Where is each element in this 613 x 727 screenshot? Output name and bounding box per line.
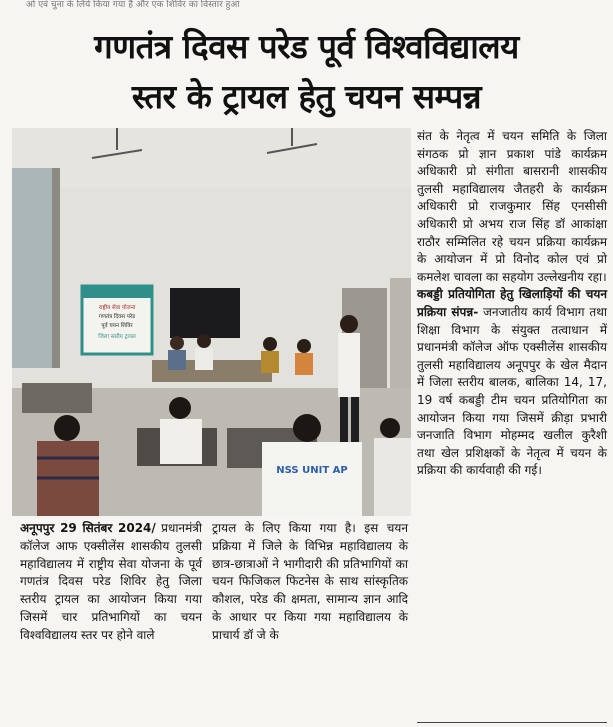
bottom-left-text: प्रधानमंत्री कॉलेज आफ एक्सीलेंस शासकीय तुलसी महाविद्यालय में राष्ट्रीय सेवा योजना के पूर्व गणतंत्र दिवस परेड शिविर हेतु जिला स्तरीय ट्रायल का आयोजन किया गया जिसमें चार प्रतिभागियों का चयन विश्वविद्यालय स्तर पर होने वाले	[20, 521, 203, 642]
top-strip-text: ओ एवं चुना के लिये किया गया है और एक शिविर का विस्तार हुआ	[26, 0, 240, 10]
banner-line-1: राष्ट्रीय सेवा योजना	[98, 305, 136, 311]
bottom-middle-column	[212, 520, 408, 645]
right-column-para-2: जनजातीय कार्य विभाग तथा शिक्षा विभाग के संयुक्त तत्वाधान में प्रधानमंत्री कॉलेज ऑफ एक्सीलेंस शासकीय तुलसी महाविद्यालय अनूपपुर के खेल मैदान में जिला स्तरीय बालक, बालिका 14, 17, 19 वर्ष कबड्डी टीम चयन प्रतियोगिता का आयोजन किया गया जिसमें क्रीड़ा प्रभारी जनजाति विभाग मोहम्मद खलील कुरैशी तथा खेल प्रशिक्षकों के नेतृत्व में चयन के प्रक्रिया की कार्यवाही की गई।	[417, 304, 607, 478]
headline	[0, 22, 613, 122]
news-photo	[12, 128, 411, 516]
right-column	[417, 128, 607, 480]
dateline: अनूपपुर 29 सितंबर 2024/	[20, 521, 156, 535]
banner-line-3: पूर्व चयन शिविर	[101, 323, 133, 329]
tshirt-text: NSS UNIT AP	[276, 465, 348, 476]
headline-line-2: स्तर के ट्रायल हेतु चयन सम्पन्न	[131, 77, 482, 116]
banner-line-4: जिला स्तरीय ट्रायल	[98, 334, 136, 340]
banner-line-2: गणतंत्र दिवस परेड	[98, 314, 136, 320]
photo-illustration	[12, 128, 411, 516]
bottom-left-column	[20, 520, 202, 645]
kabaddi-subhead: कबड्डी प्रतियोगिता हेतु खिलाड़ियों की चयन प्रक्रिया संपन्न-	[417, 287, 607, 319]
right-column-para-1: संत के नेतृत्व में चयन समिति के जिला संगठक प्रो ज्ञान प्रकाश पांडे कार्यक्रम अधिकारी प्रो संगीता बासरानी शासकीय तुलसी महाविद्यालय जैतहरी के कार्यक्रम अधिकारी प्रो राजकुमार सिंह एनसीसी अधिकारी प्रो अभय राज सिंह डॉ आकांक्षा राठौर सम्मिलित रहे चयन प्रक्रिया कार्यक्रम के आयोजन में प्रो विनोद कोल एवं प्रो कमलेश चावला का सहयोग उल्लेखनीय रहा।	[417, 129, 607, 284]
bottom-left-para	[20, 520, 202, 645]
kabaddi-section	[417, 286, 607, 480]
headline-line-1: गणतंत्र दिवस परेड पूर्व विश्वविद्यालय	[94, 27, 519, 66]
column-bottom-rule	[417, 722, 607, 723]
bottom-middle-text: ट्रायल के लिए किया गया है। इस चयन प्रक्रिया में जिले के विभिन्न महाविद्यालय के छात्र-छात्राओं ने भागीदारी की प्रतिभागियों का चयन फिजिकल फिटनेस के साथ सांस्कृतिक कौशल, परेड की क्षमता, सामान्य ज्ञान आदि के आधार पर किया गया महाविद्यालय के प्राचार्य डॉ जे के	[212, 521, 408, 642]
